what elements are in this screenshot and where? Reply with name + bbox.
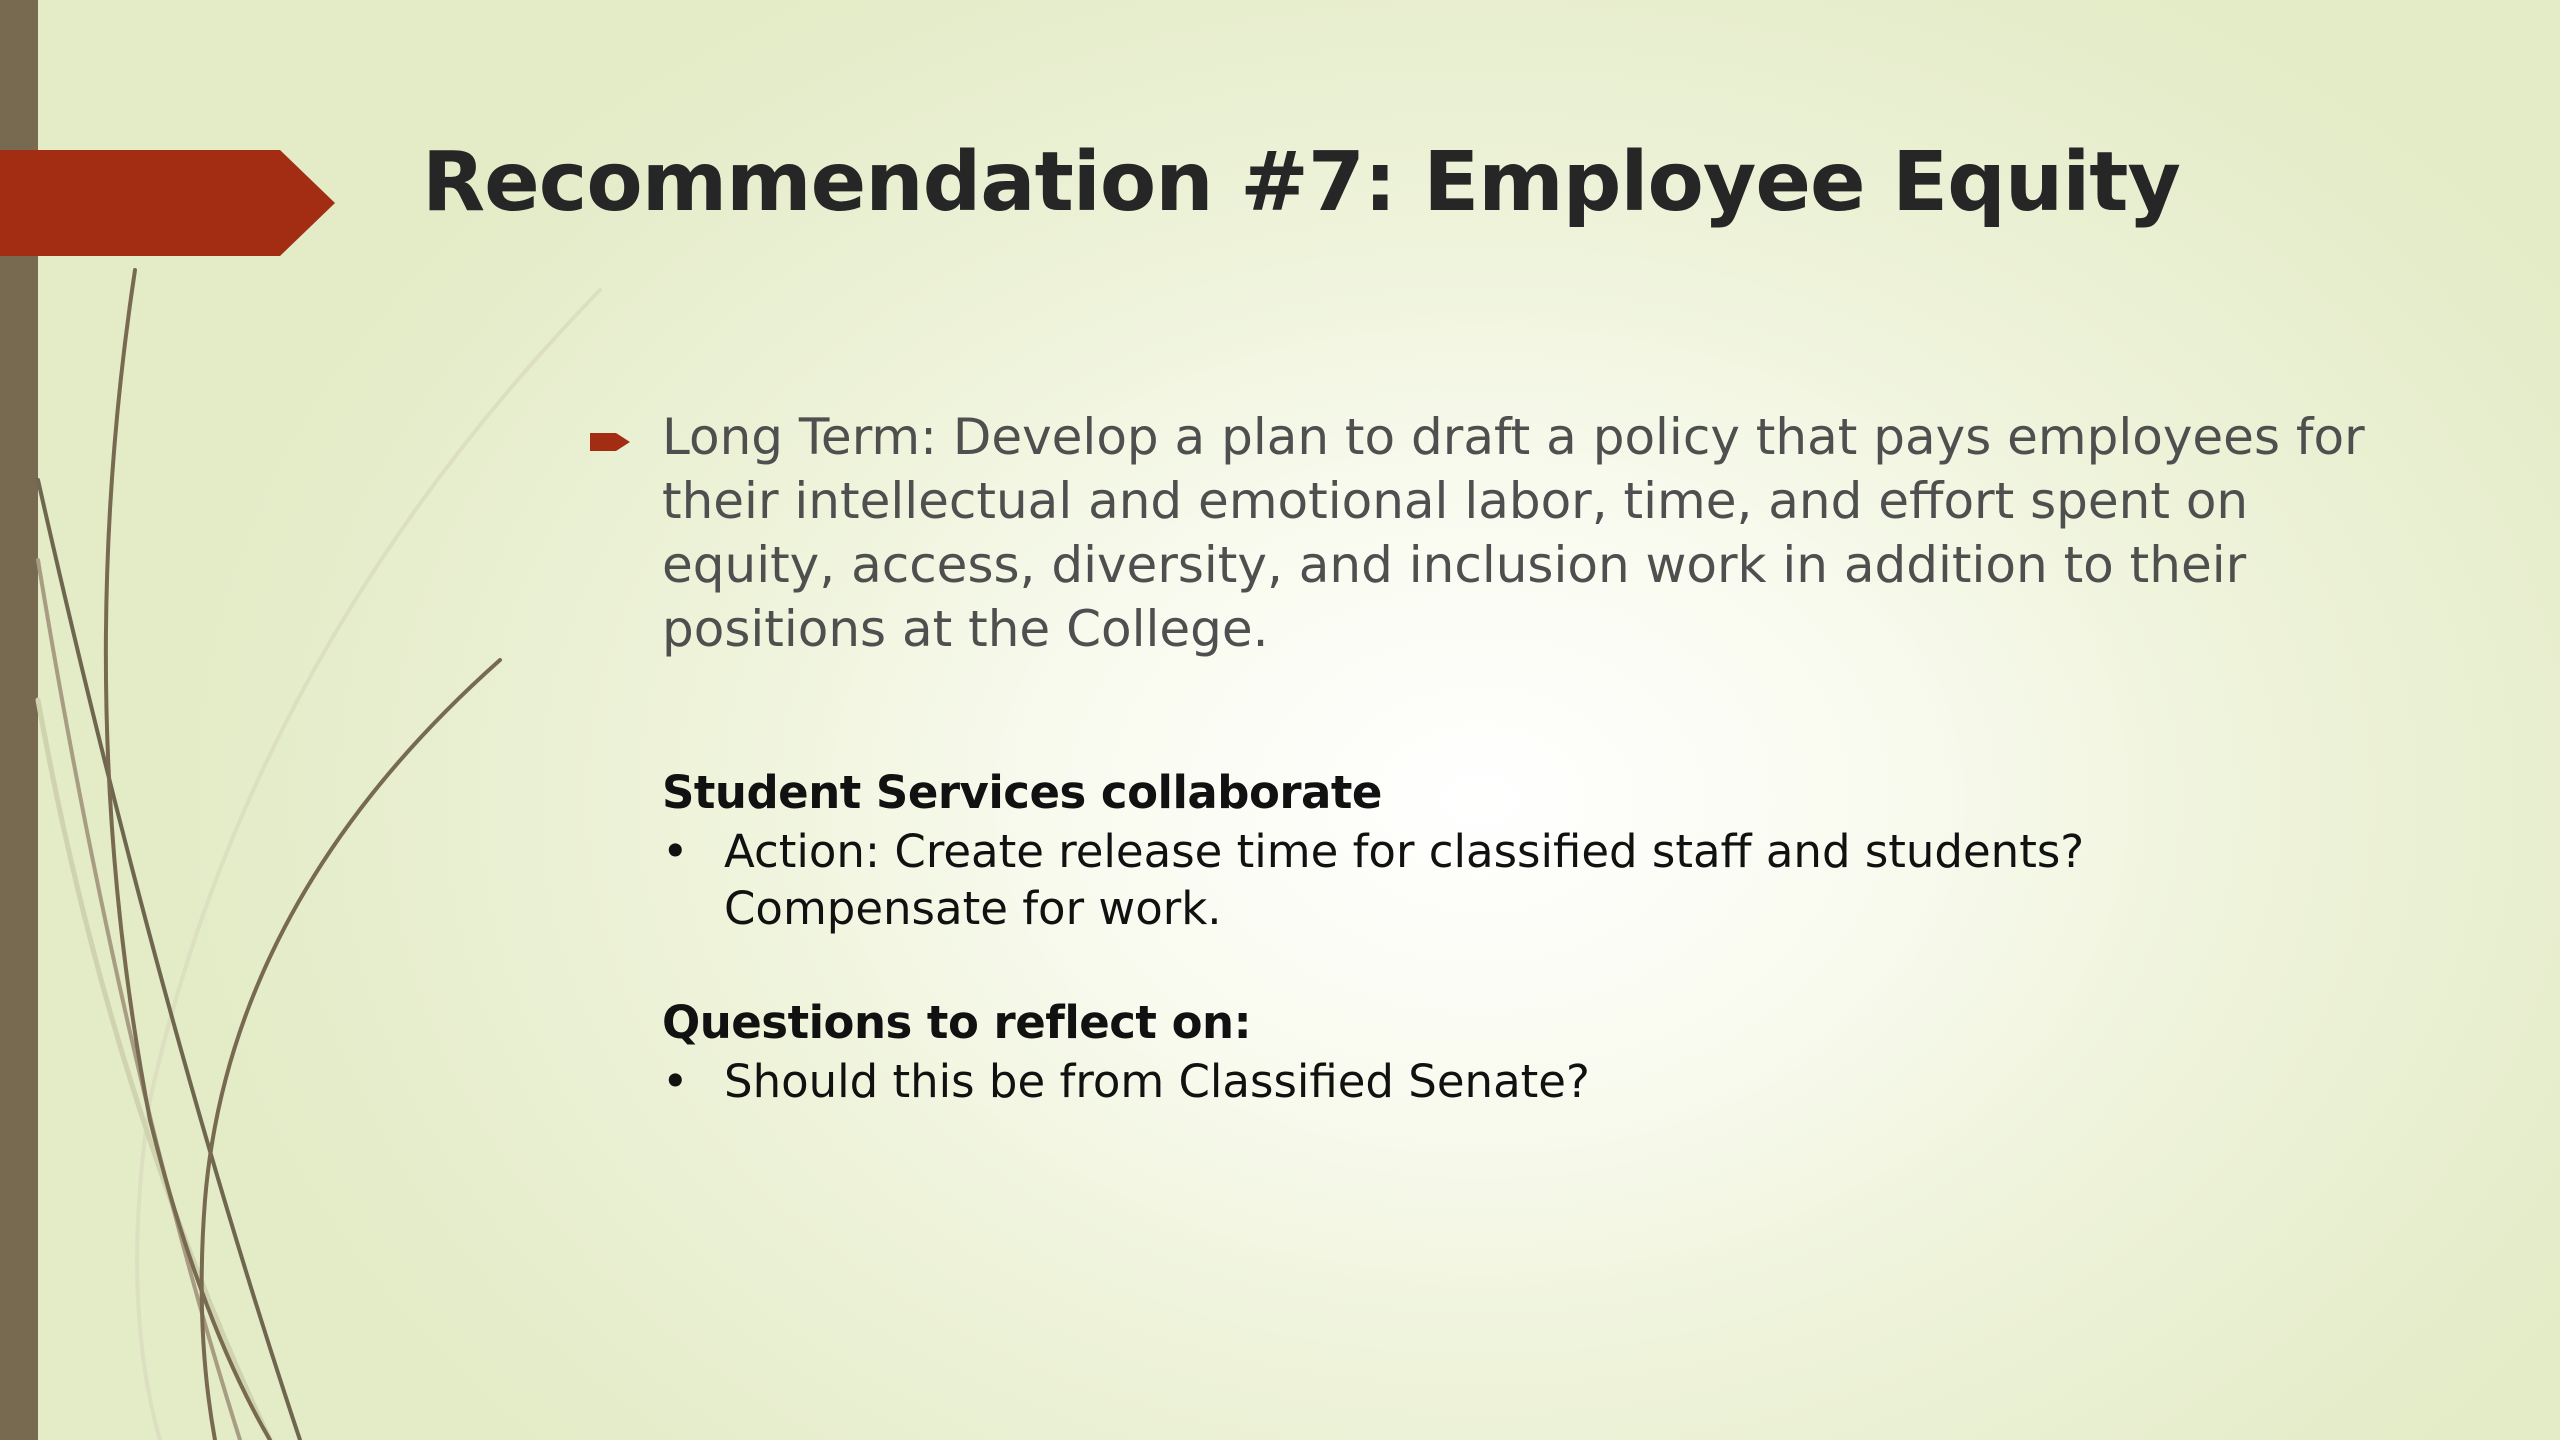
main-point [590,405,2410,661]
decor-curve [202,660,500,1440]
section-heading: Questions to reflect on: [662,996,1252,1049]
section-questions [662,993,2282,1110]
list-item [662,1053,2282,1110]
main-point-text: Long Term: Develop a plan to draft a policy that pays employees for their intellectual and emotional labor, time, and effort spent on equity, access, diversity, and inclusion work in addition to their positions at the College. [662,408,2365,658]
title-arrow-banner [0,150,340,256]
section-heading: Student Services collaborate [662,766,1382,819]
bullet-dot-icon: • [662,1055,689,1108]
arrow-bullet-icon [590,431,632,453]
list-item-text: Should this be from Classified Senate? [724,1055,1590,1108]
decor-curve [38,700,270,1440]
section-student-services [662,763,2282,937]
list-item-text: Action: Create release time for classified staff and students? Compensate for work. [724,825,2085,935]
decor-curve [137,290,600,1440]
decor-curve [38,480,300,1440]
slide-title: Recommendation #7: Employee Equity [422,135,2180,230]
list-item [662,823,2282,937]
bullet-dot-icon: • [662,825,689,878]
